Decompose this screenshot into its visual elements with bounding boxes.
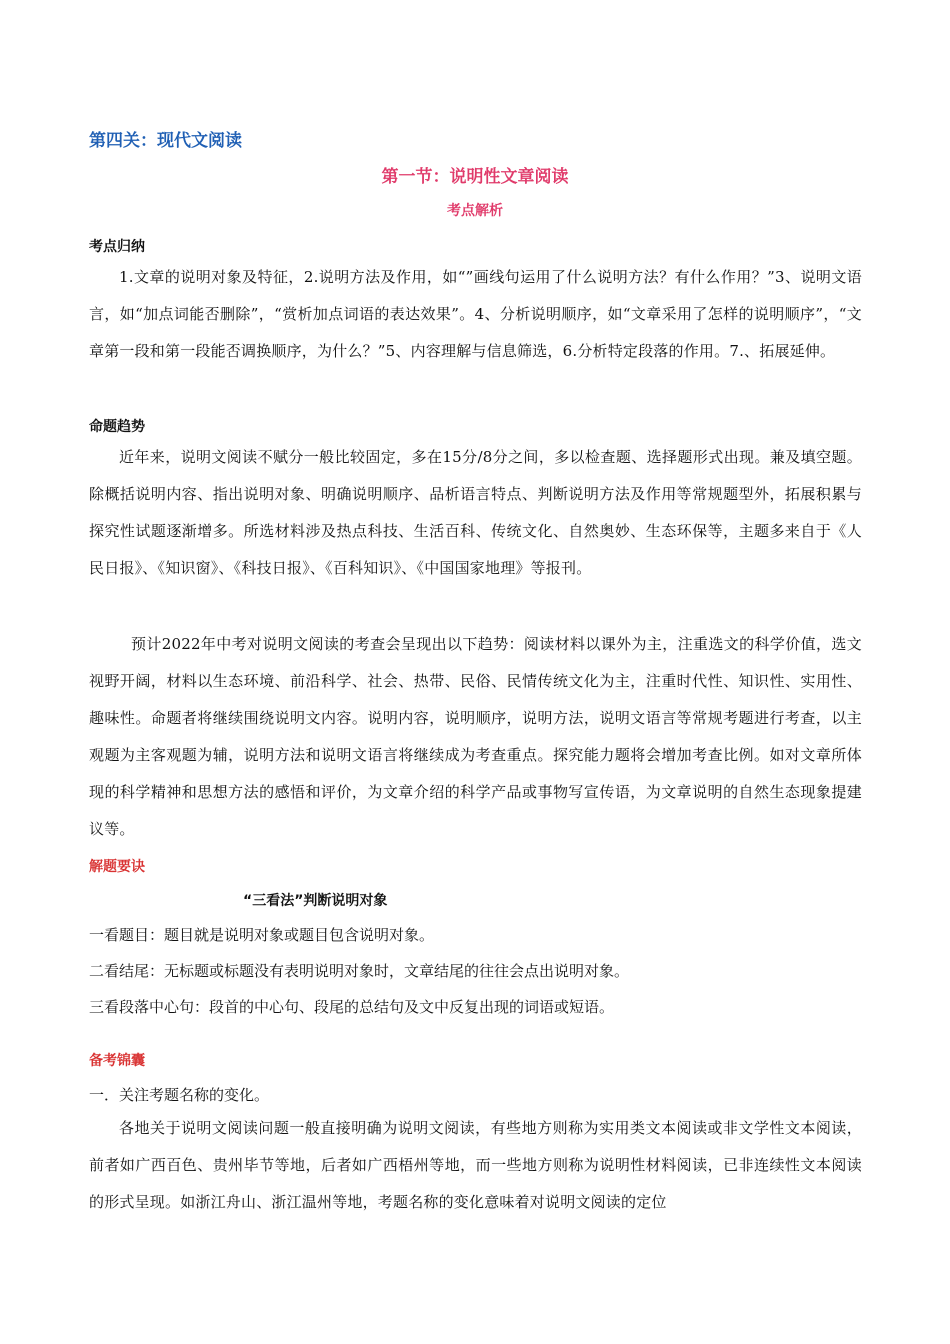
tips-line-3: 三看段落中心句：段首的中心句、段尾的总结句及文中反复出现的词语或短语。 xyxy=(89,998,615,1016)
trend-paragraph-1: 近年来，说明文阅读不赋分一般比较固定，多在15分/8分之间，多以检查题、选择题形式出现。兼及填空题。除概括说明内容、指出说明对象、明确说明顺序、品析语言特点、判断说明方法及作用等常规题型外，拓展积累与探究性试题逐渐增多。所选材料涉及热点科技、生活百科、传统文化、自然奥妙、生态环保等，主题多来自于《人民日报》、《知识窗》、《科技日报》、《百科知识》、《中国国家地理》等报刊。 xyxy=(89,448,862,577)
section-title: 第一节：说明性文章阅读 xyxy=(381,167,569,187)
subsection-title: 考点解析 xyxy=(447,203,503,219)
trend-paragraph-2: 预计2022年中考对说明文阅读的考查会呈现出以下趋势：阅读材料以课外为主，注重选文的科学价值，选文视野开阔，材料以生态环境、前沿科学、社会、热带、民俗、民情传统文化为主，注重时代性、知识性、实用性、趣味性。命题者将继续围绕说明文内容。说明内容，说明顺序，说明方法，说明文语言等常规考题进行考查，以主观题为主客观题为辅，说明方法和说明文语言将继续成为考查重点。探究能力题将会增加考查比例。如对文章所体现的科学精神和思想方法的感悟和评价，为文章介绍的科学产品或事物写宣传语，为文章说明的自然生态现象提建议等。 xyxy=(89,635,862,838)
prep-paragraph: 各地关于说明文阅读问题一般直接明确为说明文阅读，有些地方则称为实用类文本阅读或非文学性文本阅读，前者如广西百色、贵州毕节等地，后者如广西梧州等地，而一些地方则称为说明性材料阅读，已非连续性文本阅读的形式呈现。如浙江舟山、浙江温州等地，考题名称的变化意味着对说明文阅读的定位 xyxy=(89,1119,862,1211)
tips-line-1: 一看题目：题目就是说明对象或题目包含说明对象。 xyxy=(89,926,435,944)
kaodian-paragraph: 1.文章的说明对象及特征，2.说明方法及作用，如“”画线句运用了什么说明方法？有什么作用？”3、说明文语言，如“加点词能否删除”，“赏析加点词语的表达效果”。4、分析说明顺序，如“文章采用了怎样的说明顺序”，“文章第一段和第一段能否调换顺序，为什么？”5、内容理解与信息筛选，6.分析特定段落的作用。7.、拓展延伸。 xyxy=(89,268,862,360)
chapter-title: 第四关：现代文阅读 xyxy=(89,131,242,151)
tips-subheading: “三看法”判断说明对象 xyxy=(243,893,388,909)
tips-line-2: 二看结尾：无标题或标题没有表明说明对象时，文章结尾的往往会点出说明对象。 xyxy=(89,962,630,980)
heading-tips: 解题要诀 xyxy=(89,859,145,875)
heading-kaodian: 考点归纳 xyxy=(89,239,145,255)
prep-item-1: 一．关注考题名称的变化。 xyxy=(89,1086,270,1104)
heading-prep: 备考锦囊 xyxy=(89,1053,145,1069)
heading-trend: 命题趋势 xyxy=(89,419,145,435)
